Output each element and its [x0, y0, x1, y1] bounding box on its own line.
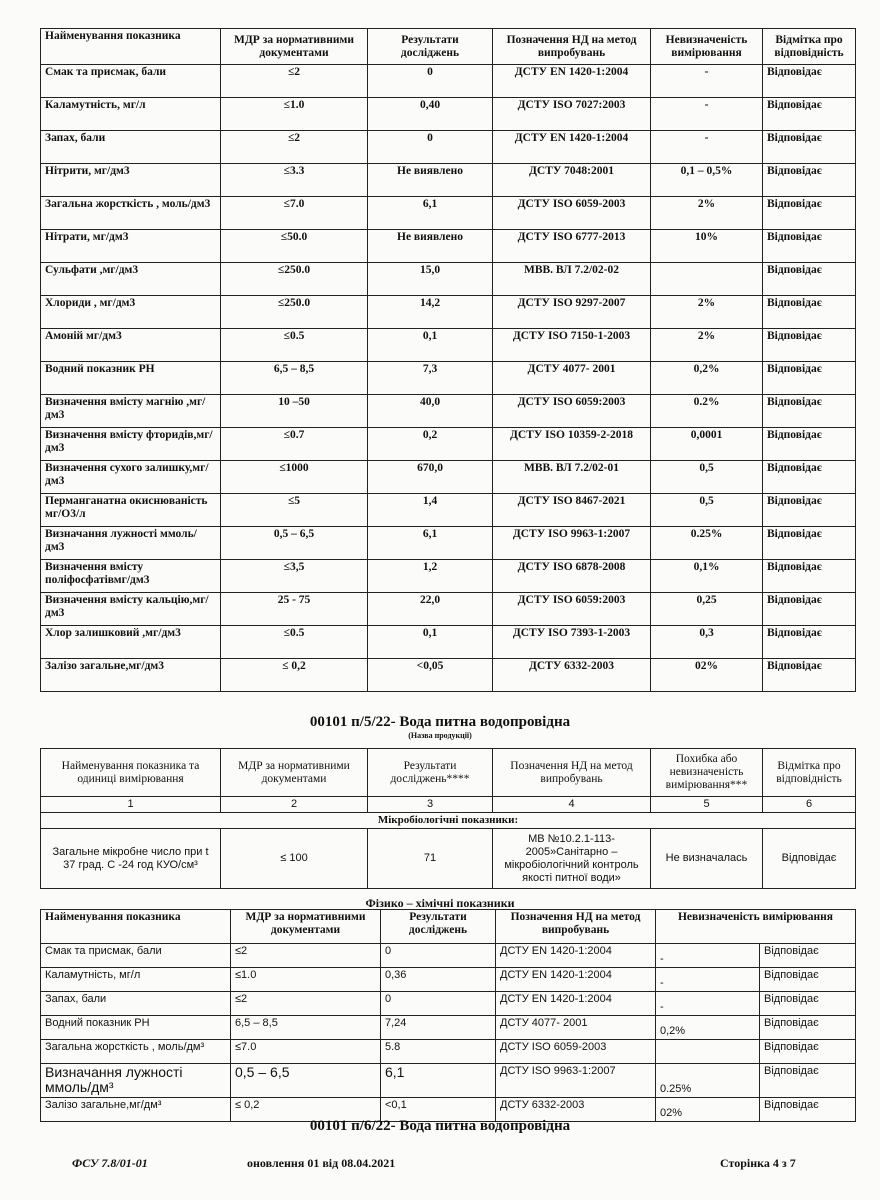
cell-indicator: Нітрити, мг/дм3 [41, 164, 221, 197]
cell-method: ДСТУ 4077- 2001 [496, 1016, 656, 1040]
cell-result: 0,40 [368, 98, 493, 131]
cell-result: 6,1 [368, 197, 493, 230]
cell-limit: ≤0.5 [221, 329, 368, 362]
cell-limit: ≤1000 [221, 461, 368, 494]
cell-method: ДСТУ ISO 7393-1-2003 [493, 626, 651, 659]
cell-limit: ≤3,5 [221, 560, 368, 593]
table-row [41, 65, 856, 98]
cell-uncertainty: 02% [656, 1098, 760, 1122]
cell-method: ДСТУ ISO 7027:2003 [493, 98, 651, 131]
cell-limit: ≤7.0 [221, 197, 368, 230]
cell-uncertainty: Не визначалась [651, 829, 763, 889]
cell-result: 0 [381, 944, 496, 968]
table-row [41, 131, 856, 164]
cell-compliance: Відповідає [763, 461, 856, 494]
cell-limit: ≤7.0 [231, 1040, 381, 1064]
table-row [41, 1064, 856, 1098]
cell-method: ДСТУ ISO 6777-2013 [493, 230, 651, 263]
cell-compliance: Відповідає [763, 329, 856, 362]
header-cell: МДР за нормативними документами [221, 749, 368, 797]
cell-limit: 0,5 – 6,5 [221, 527, 368, 560]
cell-indicator: Загальна жорсткість , моль/дм3 [41, 197, 221, 230]
cell-result: 14,2 [368, 296, 493, 329]
cell-uncertainty: 02% [651, 659, 763, 692]
cell-indicator: Визначення вмісту фторидів,мг/дм3 [41, 428, 221, 461]
cell-limit: ≤ 0,2 [231, 1098, 381, 1122]
cell-compliance: Відповідає [760, 944, 856, 968]
table-row [41, 626, 856, 659]
cell-compliance: Відповідає [760, 992, 856, 1016]
cell-uncertainty: - [651, 65, 763, 98]
section-title: Фізико – хімічні показники [365, 896, 515, 910]
header-cell: МДР за нормативними документами [221, 29, 368, 65]
cell-compliance: Відповідає [763, 98, 856, 131]
cell-indicator: Каламутність, мг/л [41, 968, 231, 992]
product-subtitle: (Назва продукції) [408, 731, 472, 740]
product-title: 00101 п/5/22- Вода питна водопровідна [309, 714, 571, 730]
page-number: Сторінка 4 з 7 [720, 1156, 796, 1170]
cell-uncertainty: 10% [651, 230, 763, 263]
cell-compliance: Відповідає [760, 968, 856, 992]
cell-indicator: Водний показник РН [41, 362, 221, 395]
header-cell: Результати досліджень [368, 29, 493, 65]
cell-method: ДСТУ ISO 7150-1-2003 [493, 329, 651, 362]
cell-result: <0,1 [381, 1098, 496, 1122]
header-cell: Невизначеність вимірювання [656, 910, 856, 944]
header-cell: Позначення НД на метод випробувань [496, 910, 656, 944]
cell-uncertainty: 0,25 [651, 593, 763, 626]
cell-limit: ≤2 [221, 65, 368, 98]
table-row [41, 461, 856, 494]
cell-compliance: Відповідає [763, 164, 856, 197]
table-row [41, 1016, 856, 1040]
table-row [41, 968, 856, 992]
table-row [41, 527, 856, 560]
cell-result: 1,4 [368, 494, 493, 527]
table-row [41, 395, 856, 428]
header-cell: Позначення НД на метод випробувань [493, 749, 651, 797]
table-row [41, 263, 856, 296]
cell-result: 670,0 [368, 461, 493, 494]
table-header-row [41, 910, 856, 944]
cell-indicator: Сульфати ,мг/дм3 [41, 263, 221, 296]
cell-limit: ≤50.0 [221, 230, 368, 263]
cell-indicator: Запах, бали [41, 131, 221, 164]
cell-result: Не виявлено [368, 230, 493, 263]
table-row [41, 164, 856, 197]
cell-indicator: Нітрати, мг/дм3 [41, 230, 221, 263]
cell-compliance: Відповідає [760, 1098, 856, 1122]
section-row [41, 813, 856, 829]
cell-uncertainty [656, 1040, 760, 1064]
table-header-row [41, 29, 856, 65]
cell-method: ДСТУ EN 1420-1:2004 [493, 131, 651, 164]
cell-compliance: Відповідає [760, 1016, 856, 1040]
cell-compliance: Відповідає [763, 362, 856, 395]
cell-indicator: Запах, бали [41, 992, 231, 1016]
results-table-1 [40, 28, 856, 692]
cell-uncertainty: 2% [651, 296, 763, 329]
cell-compliance: Відповідає [763, 560, 856, 593]
cell-method: ДСТУ EN 1420-1:2004 [493, 65, 651, 98]
cell-result: 0,1 [368, 626, 493, 659]
cell-uncertainty: 0,1 – 0,5% [651, 164, 763, 197]
cell-uncertainty: 0.2% [651, 395, 763, 428]
cell-indicator: Хлориди , мг/дм3 [41, 296, 221, 329]
header-cell: Результати досліджень**** [368, 749, 493, 797]
cell-uncertainty: - [656, 968, 760, 992]
header-cell: Невизначеність вимірювання [651, 29, 763, 65]
cell-indicator: Загальне мікробне число при t 37 град. С -24 год КУО/см³ [41, 829, 221, 889]
cell-limit: ≤ 100 [221, 829, 368, 889]
cell-indicator: Каламутність, мг/л [41, 98, 221, 131]
cell-limit: ≤250.0 [221, 296, 368, 329]
header-cell: Найменування показника [41, 910, 231, 944]
physchem-table [40, 909, 856, 1122]
cell-limit: 6,5 – 8,5 [231, 1016, 381, 1040]
section-heading: Мікробіологічні показники: [41, 813, 856, 829]
cell-method: МВ №10.2.1-113-2005»Санітарно – мікробіологічний контроль якості питної води» [493, 829, 651, 889]
cell-compliance: Відповідає [763, 296, 856, 329]
cell-compliance: Відповідає [763, 230, 856, 263]
cell-indicator: Залізо загальне,мг/дм³ [41, 1098, 231, 1122]
cell-method: МВВ. ВЛ 7.2/02-02 [493, 263, 651, 296]
header-cell: Найменування показника та одиниці вимірювання [41, 749, 221, 797]
cell-limit: ≤ 0,2 [221, 659, 368, 692]
cell-method: ДСТУ 6332-2003 [496, 1098, 656, 1122]
cell-compliance: Відповідає [763, 131, 856, 164]
cell-uncertainty: - [651, 131, 763, 164]
cell-indicator: Амоній мг/дм3 [41, 329, 221, 362]
table-row [41, 296, 856, 329]
cell-compliance: Відповідає [763, 263, 856, 296]
cell-limit: ≤0.5 [221, 626, 368, 659]
cell-method: ДСТУ EN 1420-1:2004 [496, 992, 656, 1016]
cell-method: ДСТУ ISO 9963-1:2007 [496, 1064, 656, 1098]
cell-compliance: Відповідає [763, 829, 856, 889]
table-row [41, 1040, 856, 1064]
cell-result: 5.8 [381, 1040, 496, 1064]
cell-method: ДСТУ ISO 6059-2003 [496, 1040, 656, 1064]
cell-uncertainty: 0,1% [651, 560, 763, 593]
cell-result: 6,1 [368, 527, 493, 560]
header-cell: Відмітка про відповідність [763, 29, 856, 65]
cell-result: 0 [368, 131, 493, 164]
revision-note: оновлення 01 від 08.04.2021 [247, 1156, 396, 1170]
cell-compliance: Відповідає [763, 659, 856, 692]
cell-limit: 6,5 – 8,5 [221, 362, 368, 395]
cell-method: ДСТУ EN 1420-1:2004 [496, 968, 656, 992]
cell-result: 7,24 [381, 1016, 496, 1040]
cell-compliance: Відповідає [763, 65, 856, 98]
cell-limit: ≤3.3 [221, 164, 368, 197]
cell-result: 40,0 [368, 395, 493, 428]
cell-limit: 10 –50 [221, 395, 368, 428]
cell-compliance: Відповідає [763, 527, 856, 560]
cell-method: МВВ. ВЛ 7.2/02-01 [493, 461, 651, 494]
cell-compliance: Відповідає [763, 626, 856, 659]
table-row [41, 362, 856, 395]
cell-indicator: Смак та присмак, бали [41, 65, 221, 98]
header-cell: Найменування показника [41, 29, 221, 65]
form-code: ФСУ 7.8/01-01 [72, 1156, 148, 1170]
cell-uncertainty: 0,0001 [651, 428, 763, 461]
cell-method: ДСТУ ISO 6059:2003 [493, 395, 651, 428]
table-row [41, 197, 856, 230]
cell-result: 22,0 [368, 593, 493, 626]
header-cell: Позначення НД на метод випробувань [493, 29, 651, 65]
cell-indicator: Визначення вмісту поліфосфатівмг/дм3 [41, 560, 221, 593]
cell-method: ДСТУ ISO 6059-2003 [493, 197, 651, 230]
cell-uncertainty: 0,5 [651, 494, 763, 527]
cell-result: 71 [368, 829, 493, 889]
column-number-row [41, 797, 856, 813]
column-number: 5 [651, 797, 763, 813]
cell-uncertainty: 0,2% [651, 362, 763, 395]
cell-indicator: Визначення сухого залишку,мг/дм3 [41, 461, 221, 494]
cell-result: 0 [381, 992, 496, 1016]
cell-method: ДСТУ 7048:2001 [493, 164, 651, 197]
cell-result: Не виявлено [368, 164, 493, 197]
cell-compliance: Відповідає [763, 395, 856, 428]
table-row [41, 560, 856, 593]
cell-uncertainty: - [656, 992, 760, 1016]
cell-compliance: Відповідає [763, 197, 856, 230]
cell-uncertainty: 0,3 [651, 626, 763, 659]
cell-uncertainty: 0.25% [656, 1064, 760, 1098]
table-row [41, 659, 856, 692]
cell-result: 1,2 [368, 560, 493, 593]
cell-method: ДСТУ ISO 6878-2008 [493, 560, 651, 593]
cell-method: ДСТУ ISO 6059:2003 [493, 593, 651, 626]
cell-indicator: Визначення вмісту кальцію,мг/дм3 [41, 593, 221, 626]
cell-indicator: Смак та присмак, бали [41, 944, 231, 968]
cell-method: ДСТУ ISO 9297-2007 [493, 296, 651, 329]
cell-uncertainty: 0,5 [651, 461, 763, 494]
cell-limit: ≤1.0 [221, 98, 368, 131]
column-number: 6 [763, 797, 856, 813]
cell-uncertainty: 2% [651, 329, 763, 362]
cell-compliance: Відповідає [763, 428, 856, 461]
cell-method: ДСТУ EN 1420-1:2004 [496, 944, 656, 968]
cell-result: 15,0 [368, 263, 493, 296]
cell-result: 0,36 [381, 968, 496, 992]
cell-limit: 0,5 – 6,5 [231, 1064, 381, 1098]
cell-limit: ≤5 [221, 494, 368, 527]
cell-method: ДСТУ 6332-2003 [493, 659, 651, 692]
cell-indicator: Визначання лужності ммоль/дм³ [41, 1064, 231, 1098]
cell-compliance: Відповідає [763, 494, 856, 527]
cell-limit: ≤2 [231, 992, 381, 1016]
cell-method: ДСТУ ISO 9963-1:2007 [493, 527, 651, 560]
cell-compliance: Відповідає [760, 1064, 856, 1098]
product-title: 00101 п/6/22- Вода питна водопровідна [309, 1118, 571, 1134]
table-row [41, 494, 856, 527]
cell-result: 0,2 [368, 428, 493, 461]
cell-uncertainty: - [656, 944, 760, 968]
cell-uncertainty: 0.25% [651, 527, 763, 560]
cell-uncertainty: 2% [651, 197, 763, 230]
cell-method: ДСТУ 4077- 2001 [493, 362, 651, 395]
cell-result: 6,1 [381, 1064, 496, 1098]
column-number: 4 [493, 797, 651, 813]
table-row [41, 98, 856, 131]
table-row [41, 944, 856, 968]
cell-uncertainty [651, 263, 763, 296]
cell-limit: ≤250.0 [221, 263, 368, 296]
table-row [41, 230, 856, 263]
cell-indicator: Перманганатна окиснюваність мг/О3/л [41, 494, 221, 527]
microbiology-table [40, 748, 856, 889]
cell-limit: ≤0.7 [221, 428, 368, 461]
column-number: 2 [221, 797, 368, 813]
table-row [41, 428, 856, 461]
cell-indicator: Визначення вмісту магнію ,мг/дм3 [41, 395, 221, 428]
cell-limit: 25 - 75 [221, 593, 368, 626]
header-cell: Відмітка про відповідність [763, 749, 856, 797]
header-cell: Похибка або невизначеність вимірювання*** [651, 749, 763, 797]
table-row [41, 329, 856, 362]
cell-compliance: Відповідає [763, 593, 856, 626]
table-row [41, 992, 856, 1016]
cell-limit: ≤1.0 [231, 968, 381, 992]
cell-result: 0,1 [368, 329, 493, 362]
cell-uncertainty: 0,2% [656, 1016, 760, 1040]
cell-uncertainty: - [651, 98, 763, 131]
cell-indicator: Водний показник РН [41, 1016, 231, 1040]
table-row [41, 829, 856, 889]
cell-indicator: Загальна жорсткість , моль/дм³ [41, 1040, 231, 1064]
cell-indicator: Хлор залишковий ,мг/дм3 [41, 626, 221, 659]
cell-indicator: Залізо загальне,мг/дм3 [41, 659, 221, 692]
cell-indicator: Визначання лужності ммоль/дм3 [41, 527, 221, 560]
table-row [41, 593, 856, 626]
column-number: 3 [368, 797, 493, 813]
cell-result: 0 [368, 65, 493, 98]
header-cell: Результати досліджень [381, 910, 496, 944]
cell-compliance: Відповідає [760, 1040, 856, 1064]
cell-method: ДСТУ ISO 8467-2021 [493, 494, 651, 527]
column-number: 1 [41, 797, 221, 813]
cell-result: <0,05 [368, 659, 493, 692]
table-header-row [41, 749, 856, 797]
header-cell: МДР за нормативними документами [231, 910, 381, 944]
cell-limit: ≤2 [221, 131, 368, 164]
cell-result: 7,3 [368, 362, 493, 395]
cell-method: ДСТУ ISO 10359-2-2018 [493, 428, 651, 461]
cell-limit: ≤2 [231, 944, 381, 968]
